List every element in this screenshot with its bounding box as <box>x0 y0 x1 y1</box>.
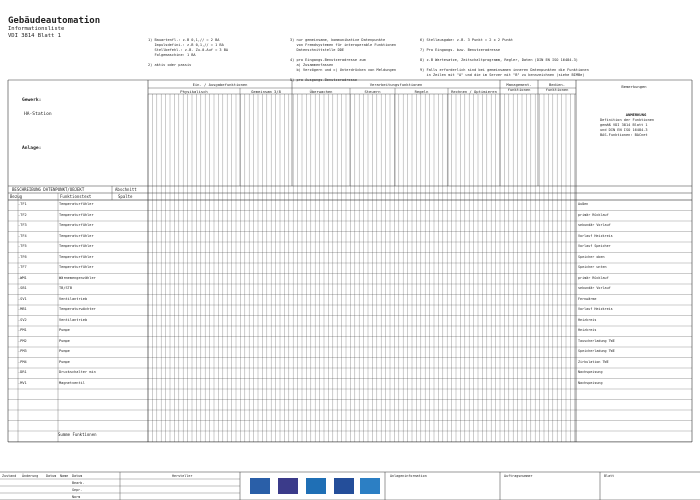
row-bezug: -TF6 <box>18 254 27 259</box>
logo-4 <box>334 478 354 494</box>
logo-2 <box>278 478 298 494</box>
row-remark: sekundär Vorlauf <box>578 223 611 227</box>
row-remark: Heizkreis <box>578 317 597 322</box>
table-row <box>8 212 146 222</box>
row-funktionstext: Temperaturfühler <box>59 202 94 206</box>
row-funktionstext: Temperaturfühler <box>59 265 94 269</box>
table-row <box>8 338 146 348</box>
col-head-spalte: Spalte <box>118 194 133 199</box>
table-row <box>8 275 146 285</box>
row-remark: sekundär Vorlauf <box>578 286 611 290</box>
doc-reference: VDI 3814 Blatt 1 <box>8 33 61 39</box>
row-funktionstext: Temperaturfühler <box>59 223 94 227</box>
row-bezug: -TF1 <box>18 202 27 206</box>
note-block-1: 1) Bauartenfl.: z.B 0,1,// = 2 BA Impulsdefini.: z.B 0,1,// = 1 BA Stellbefehl.: z.B. Zu-0-Auf = 3 BA Folgemaschine: 1 BA 2) aktiv oder passiv <box>148 38 229 67</box>
table-row <box>8 348 146 358</box>
table-row <box>8 317 146 327</box>
logo-1 <box>250 478 270 494</box>
tb-bearb: Bearb. <box>72 481 85 485</box>
row-funktionstext: Temperaturfühler <box>59 254 94 259</box>
row-funktionstext: Temperaturwächter <box>59 307 96 311</box>
col-head-funktionstext: Funktionstext <box>60 194 92 199</box>
row-bezug: -SV2 <box>18 317 27 322</box>
row-funktionstext: Pumpe <box>59 349 70 353</box>
sum-row-label: Summe Funktionen <box>58 432 97 437</box>
table-row <box>8 359 146 369</box>
row-remark: Fernwärme <box>578 296 597 301</box>
group-monitoring: Überwachen <box>309 89 333 94</box>
tb-datum-2: Datum <box>72 474 83 478</box>
table-row <box>8 233 146 243</box>
row-bezug: -DR1 <box>18 370 27 374</box>
group-io-shared: Gemeinsam 3/8 <box>251 89 281 94</box>
row-remark: Speicherladung TWE <box>578 349 615 353</box>
table-row <box>8 254 146 264</box>
gewerk-value: HA-Station <box>24 112 52 117</box>
row-funktionstext: Pumpe <box>59 328 70 332</box>
col-head-abschnitt: Abschnitt <box>115 187 137 192</box>
tb-norm: Norm <box>72 495 81 499</box>
table-row <box>8 369 146 379</box>
group-operation: Bedien-funktionen <box>545 82 569 92</box>
row-bezug: -TF5 <box>18 244 27 248</box>
row-remark: Nachspeisung <box>578 380 603 385</box>
table-row <box>8 285 146 295</box>
page-title: Gebäudeautomation <box>8 16 101 26</box>
row-bezug: -PM1 <box>18 328 27 332</box>
tb-name: Name <box>60 474 69 478</box>
col-head-bezug: Bezug <box>10 194 23 199</box>
row-bezug: -TF2 <box>18 212 27 217</box>
row-remark: Heizkreis <box>578 328 597 332</box>
logo-3 <box>306 478 326 494</box>
row-remark: primär Rücklauf <box>578 212 609 217</box>
tb-gepr: Gepr. <box>72 488 83 492</box>
row-funktionstext: Temperaturfühler <box>59 244 94 248</box>
row-remark: Vorlauf Heizkreis <box>578 233 613 238</box>
row-bezug: -PM2 <box>18 338 27 343</box>
tb-hersteller: Hersteller <box>172 474 193 478</box>
logo-5 <box>360 478 380 494</box>
row-bezug: -WM1 <box>18 275 27 280</box>
row-funktionstext: Pumpe <box>59 338 70 343</box>
tb-blatt: Blatt <box>604 474 615 478</box>
tb-anlageninfo: Anlageninformation <box>390 474 427 478</box>
tb-aenderung: Änderung <box>22 474 39 478</box>
remark-text: Definition der Funktionen gemäß VDI 3814 Blatt 1 und DIN EN ISO 16484-3 BAS-Funktionen: BACnet <box>600 118 655 137</box>
row-bezug: -MB1 <box>18 307 27 311</box>
table-row <box>8 327 146 337</box>
row-remark: Vorlauf Heizkreis <box>578 307 613 311</box>
row-funktionstext: Ventilantrieb <box>59 317 88 322</box>
note-block-2: 3) nur gemeinsame, kommunikative Datenpunkte von Fremdsystemen für interoperable Funktionen Datenschnittstelle DDE 4) pro Eingangs-Benutzeradresse zum a) Zusammenfassen b) Verzögern und c) Unterdrücken von Meldungen pro Ausgangs-Benutzeradresse <box>290 38 397 82</box>
row-remark: Nachspeisung <box>578 370 603 374</box>
anlage-label: Anlage: <box>22 146 42 151</box>
remark-title: ANMERKUNG <box>625 112 647 117</box>
row-funktionstext: Pumpe <box>59 359 70 364</box>
row-bezug: -PM4 <box>18 359 27 364</box>
row-remark: Zirkulation TWE <box>578 359 609 364</box>
row-bezug: -PM3 <box>18 349 27 353</box>
tb-zustand: Zustand <box>2 474 17 478</box>
page-subtitle: Informationsliste <box>8 26 65 32</box>
table-row <box>8 201 146 211</box>
note-block-3: 6) Stellausgabe: z.B. 3 Punkt = 2 x 2 Punkt 7) Pro Eingangs- bzw. Benutzeradresse 8) z.B Wartesatze, Zeitschaltprogramm, Regler, Daten (DIN EN ISO 16484-3) 9) Falls erforderlich sind bei gemeinsamen inneren Datenpunkten die Funktionen in Zeilen mit "A" und die im Server mit "B" zu kennzeichnen (siehe BIMBe) <box>420 38 589 77</box>
row-bezug: -TF4 <box>18 233 27 238</box>
row-remark: Speicher oben <box>578 254 605 259</box>
group-remarks: Bemerkungen <box>621 84 647 89</box>
table-row <box>8 296 146 306</box>
row-funktionstext: Temperaturfühler <box>59 233 94 238</box>
group-compute: Rechnen / Optimieren <box>451 89 497 94</box>
group-io-physical: Physikalisch <box>180 89 208 94</box>
row-funktionstext: Magnetventil <box>59 380 85 385</box>
row-funktionstext: Druckschalter min <box>59 370 96 374</box>
row-bezug: -SB1 <box>18 286 27 290</box>
row-remark: Außen <box>578 202 589 206</box>
row-remark: Tauscherladung TWE <box>578 338 615 343</box>
table-row <box>8 380 146 390</box>
gewerk-label: Gewerk: <box>22 98 42 103</box>
group-io: Ein- / Ausgabefunktionen <box>192 82 248 87</box>
row-bezug: -MV1 <box>18 380 27 385</box>
row-bezug: -SV1 <box>18 296 27 301</box>
row-remark: Vorlauf Speicher <box>578 244 611 248</box>
row-remark: Speicher unten <box>578 265 607 269</box>
row-remark: primär Rücklauf <box>578 275 609 280</box>
group-control: Steuern <box>364 89 381 94</box>
row-bezug: -TF7 <box>18 265 27 269</box>
logo-strip <box>246 476 382 496</box>
tb-datum: Datum <box>46 474 57 478</box>
table-row <box>8 222 146 232</box>
group-processing: Verarbeitungsfunktionen <box>369 82 423 87</box>
row-funktionstext: Ventilantrieb <box>59 296 88 301</box>
group-regulation: Regeln <box>414 89 429 94</box>
row-bezug: -TF3 <box>18 223 27 227</box>
row-funktionstext: Wärmemengenzähler <box>59 275 96 280</box>
tb-auftrag: Auftragsnummer <box>504 474 533 478</box>
col-head-description: BESCHREIBUNG DATENPUNKT/OBJEKT <box>12 187 85 192</box>
table-row <box>8 306 146 316</box>
table-row <box>8 243 146 253</box>
row-funktionstext: Temperaturfühler <box>59 212 94 217</box>
group-management: Management-funktionen <box>506 82 532 92</box>
table-row <box>8 264 146 274</box>
row-funktionstext: TB/STB <box>59 286 72 290</box>
